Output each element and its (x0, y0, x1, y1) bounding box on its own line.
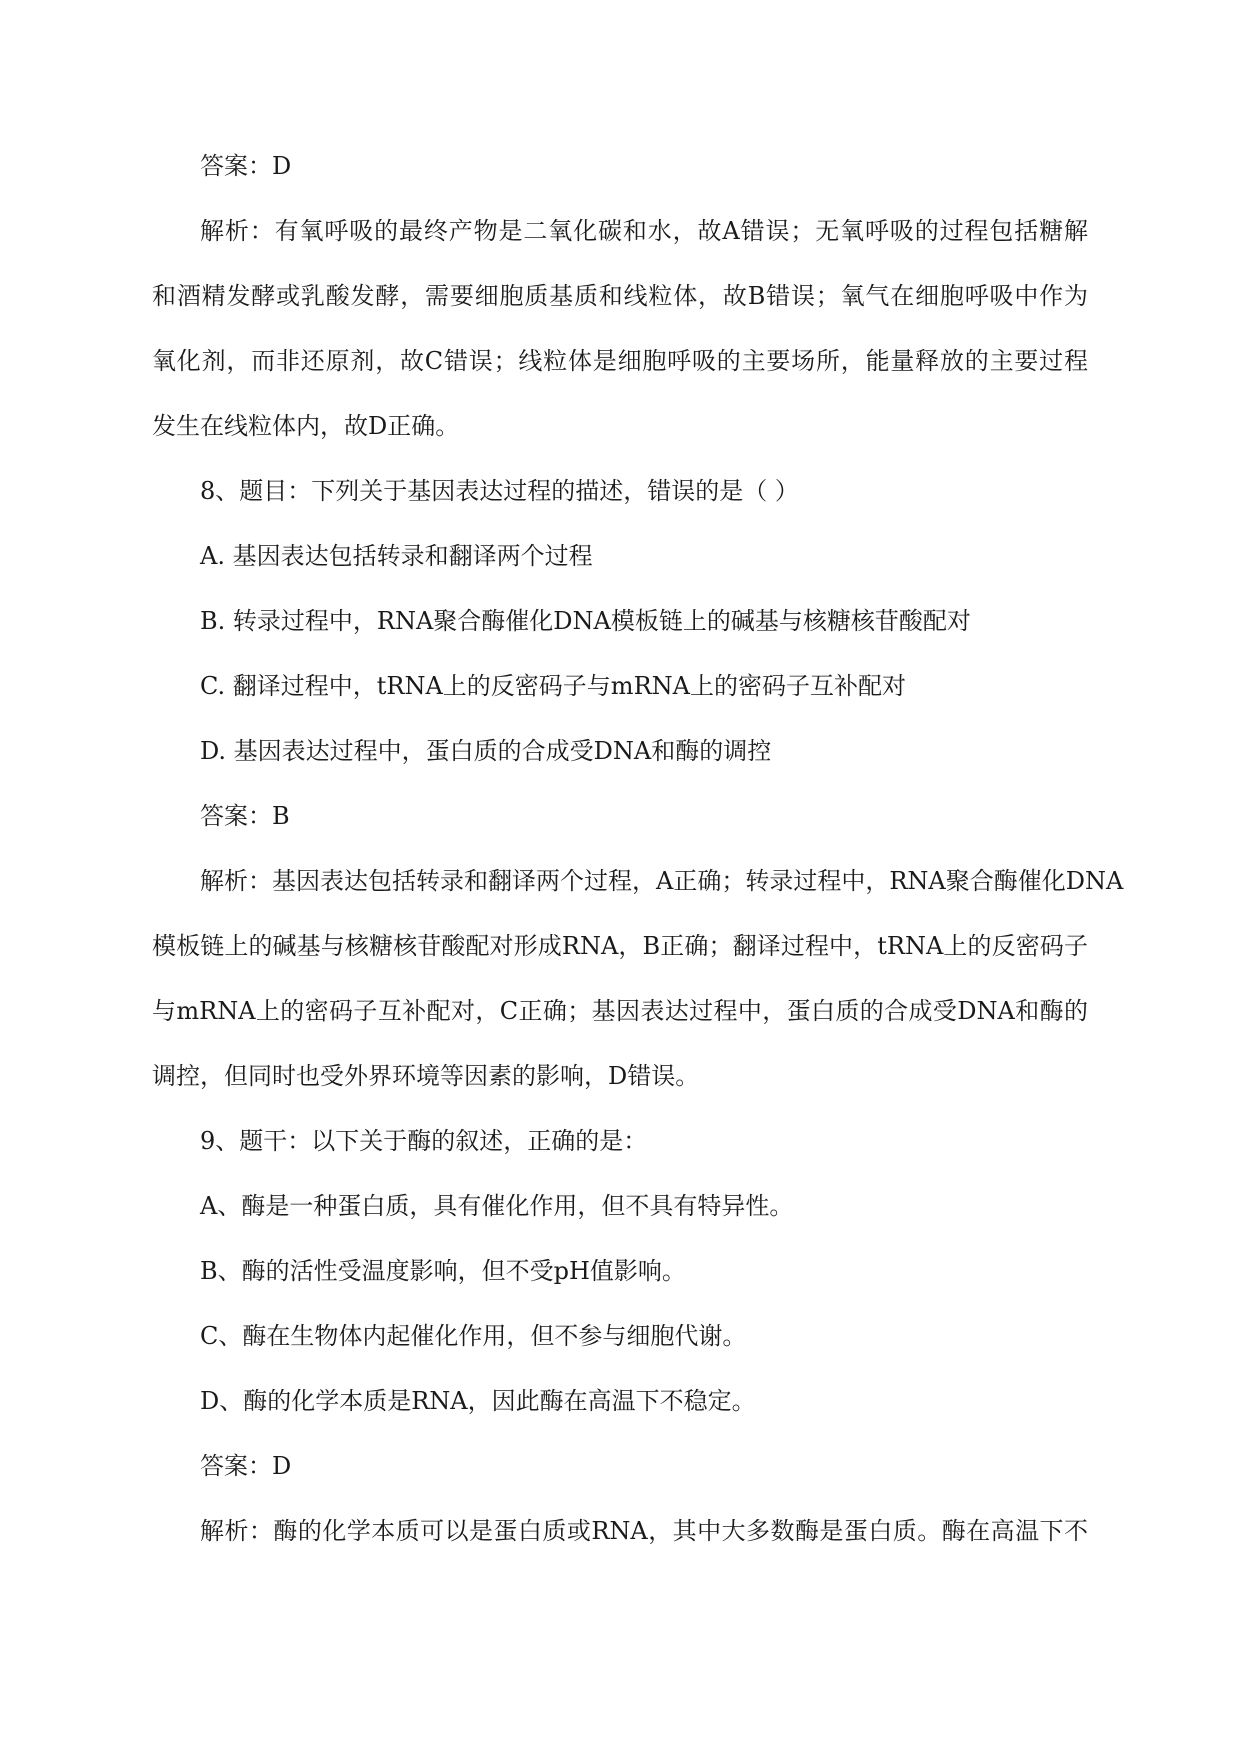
q9-question: 9、题干：以下关于酶的叙述，正确的是： (200, 1127, 648, 1155)
q9-option-d: D、酶的化学本质是RNA，因此酶在高温下不稳定。 (200, 1387, 756, 1415)
q8-answer: 答案：B (200, 802, 290, 830)
q8-explanation-line-1: 解析：基因表达包括转录和翻译两个过程，A正确；转录过程中，RNA聚合酶催化DNA (200, 867, 1124, 895)
q9-answer: 答案：D (200, 1452, 292, 1480)
q7-explanation-line-3: 氧化剂，而非还原剂，故C错误；线粒体是细胞呼吸的主要场所，能量释放的主要过程 (152, 347, 1088, 375)
q8-option-b: B. 转录过程中，RNA聚合酶催化DNA模板链上的碱基与核糖核苷酸配对 (200, 607, 971, 635)
q7-explanation-line-4: 发生在线粒体内，故D正确。 (152, 412, 460, 440)
q8-explanation-line-3: 与mRNA上的密码子互补配对，C正确；基因表达过程中，蛋白质的合成受DNA和酶的 (152, 997, 1088, 1025)
q8-option-a: A. 基因表达包括转录和翻译两个过程 (200, 542, 593, 570)
q7-explanation-line-1: 解析：有氧呼吸的最终产物是二氧化碳和水，故A错误；无氧呼吸的过程包括糖解 (200, 217, 1088, 245)
q7-explanation-line-2: 和酒精发酵或乳酸发酵，需要细胞质基质和线粒体，故B错误；氧气在细胞呼吸中作为 (152, 282, 1088, 310)
q9-explanation-line-1: 解析：酶的化学本质可以是蛋白质或RNA，其中大多数酶是蛋白质。酶在高温下不 (200, 1517, 1088, 1545)
q8-option-d: D. 基因表达过程中，蛋白质的合成受DNA和酶的调控 (200, 737, 772, 765)
q9-option-a: A、酶是一种蛋白质，具有催化作用，但不具有特异性。 (200, 1192, 794, 1220)
q9-option-c: C、酶在生物体内起催化作用，但不参与细胞代谢。 (200, 1322, 747, 1350)
q7-answer: 答案：D (200, 152, 292, 180)
q8-explanation-line-4: 调控，但同时也受外界环境等因素的影响，D错误。 (152, 1062, 700, 1090)
q9-option-b: B、酶的活性受温度影响，但不受pH值影响。 (200, 1257, 686, 1285)
q8-explanation-line-2: 模板链上的碱基与核糖核苷酸配对形成RNA，B正确；翻译过程中，tRNA上的反密码子 (152, 932, 1088, 960)
q8-option-c: C. 翻译过程中，tRNA上的反密码子与mRNA上的密码子互补配对 (200, 672, 906, 700)
q8-question: 8、题目：下列关于基因表达过程的描述，错误的是（ ） (200, 477, 799, 505)
